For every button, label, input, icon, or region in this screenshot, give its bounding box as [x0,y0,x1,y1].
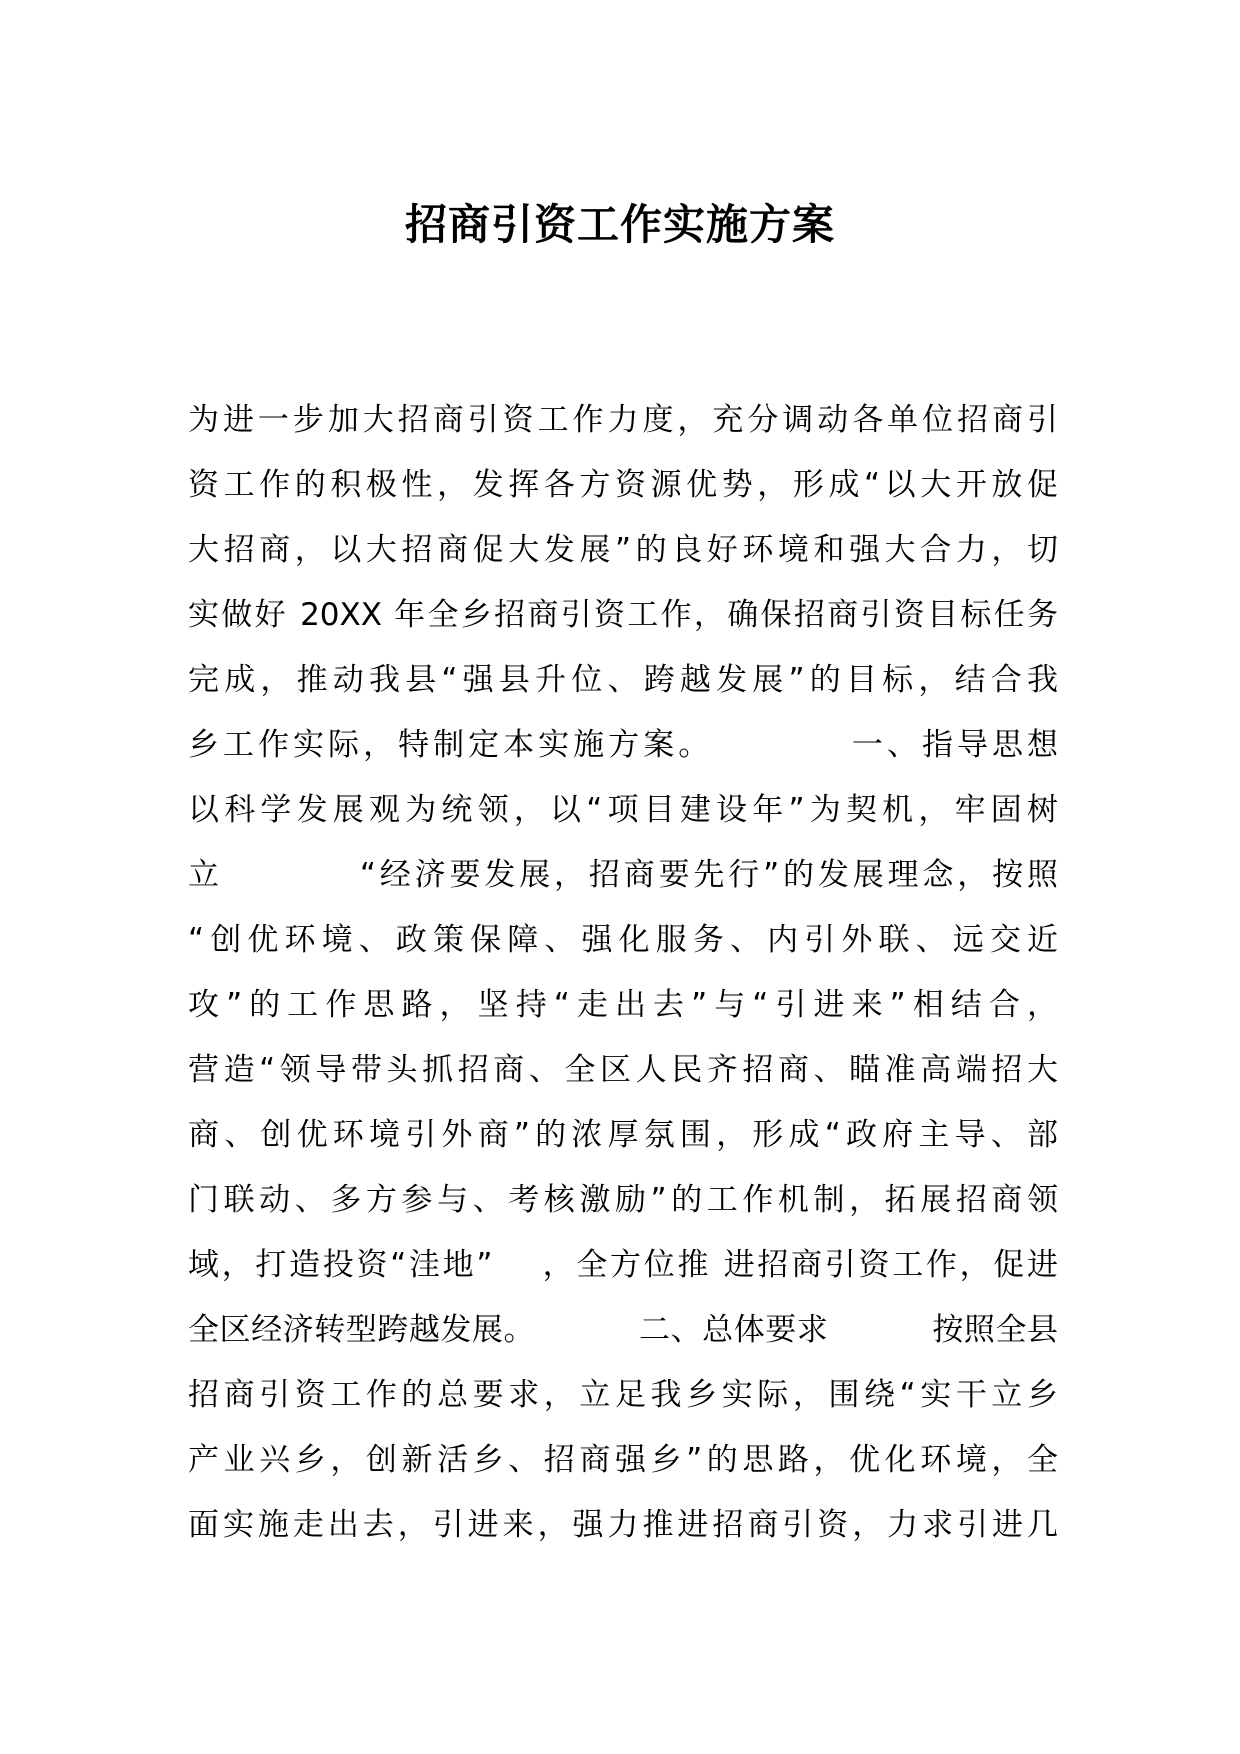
body-line: 攻”的工作思路，坚持“走出去”与“引进来”相结合， [188,987,1058,1023]
document-body [188,388,1058,1558]
body-line: “创优环境、政策保障、强化服务、内引外联、远交近 [188,922,1058,958]
body-line: 域，打造投资“洼地” ，全方位推 进招商引资工作，促进 [188,1247,1058,1283]
body-line: 乡工作实际，特制定本实施方案。 一、指导思想 [188,727,1058,763]
body-line: 产业兴乡，创新活乡、招商强乡”的思路，优化环境，全 [188,1442,1058,1478]
body-line: 大招商，以大招商促大发展”的良好环境和强大合力，切 [188,532,1058,568]
document-title: 招商引资工作实施方案 [404,200,835,249]
body-line: 商、创优环境引外商”的浓厚氛围，形成“政府主导、部 [188,1117,1058,1153]
body-line: 实做好 20XX 年全乡招商引资工作，确保招商引资目标任务 [188,597,1058,633]
body-line: 门联动、多方参与、考核激励”的工作机制，拓展招商领 [188,1182,1058,1218]
body-line: 资工作的积极性，发挥各方资源优势，形成“以大开放促 [188,467,1058,503]
body-line: 面实施走出去，引进来，强力推进招商引资，力求引进几 [188,1507,1058,1543]
body-line: 营造“领导带头抓招商、全区人民齐招商、瞄准高端招大 [188,1052,1058,1088]
body-line: 完成，推动我县“强县升位、跨越发展”的目标，结合我 [188,662,1058,698]
body-line: 立 “经济要发展，招商要先行”的发展理念，按照 [188,857,1058,893]
body-line: 以科学发展观为统领，以“项目建设年”为契机，牢固树 [188,792,1058,828]
body-line: 为进一步加大招商引资工作力度，充分调动各单位招商引 [188,402,1058,438]
body-line: 全区经济转型跨越发展。 二、总体要求 按照全县 [188,1312,1058,1348]
body-line: 招商引资工作的总要求，立足我乡实际，围绕“实干立乡 [188,1377,1058,1413]
